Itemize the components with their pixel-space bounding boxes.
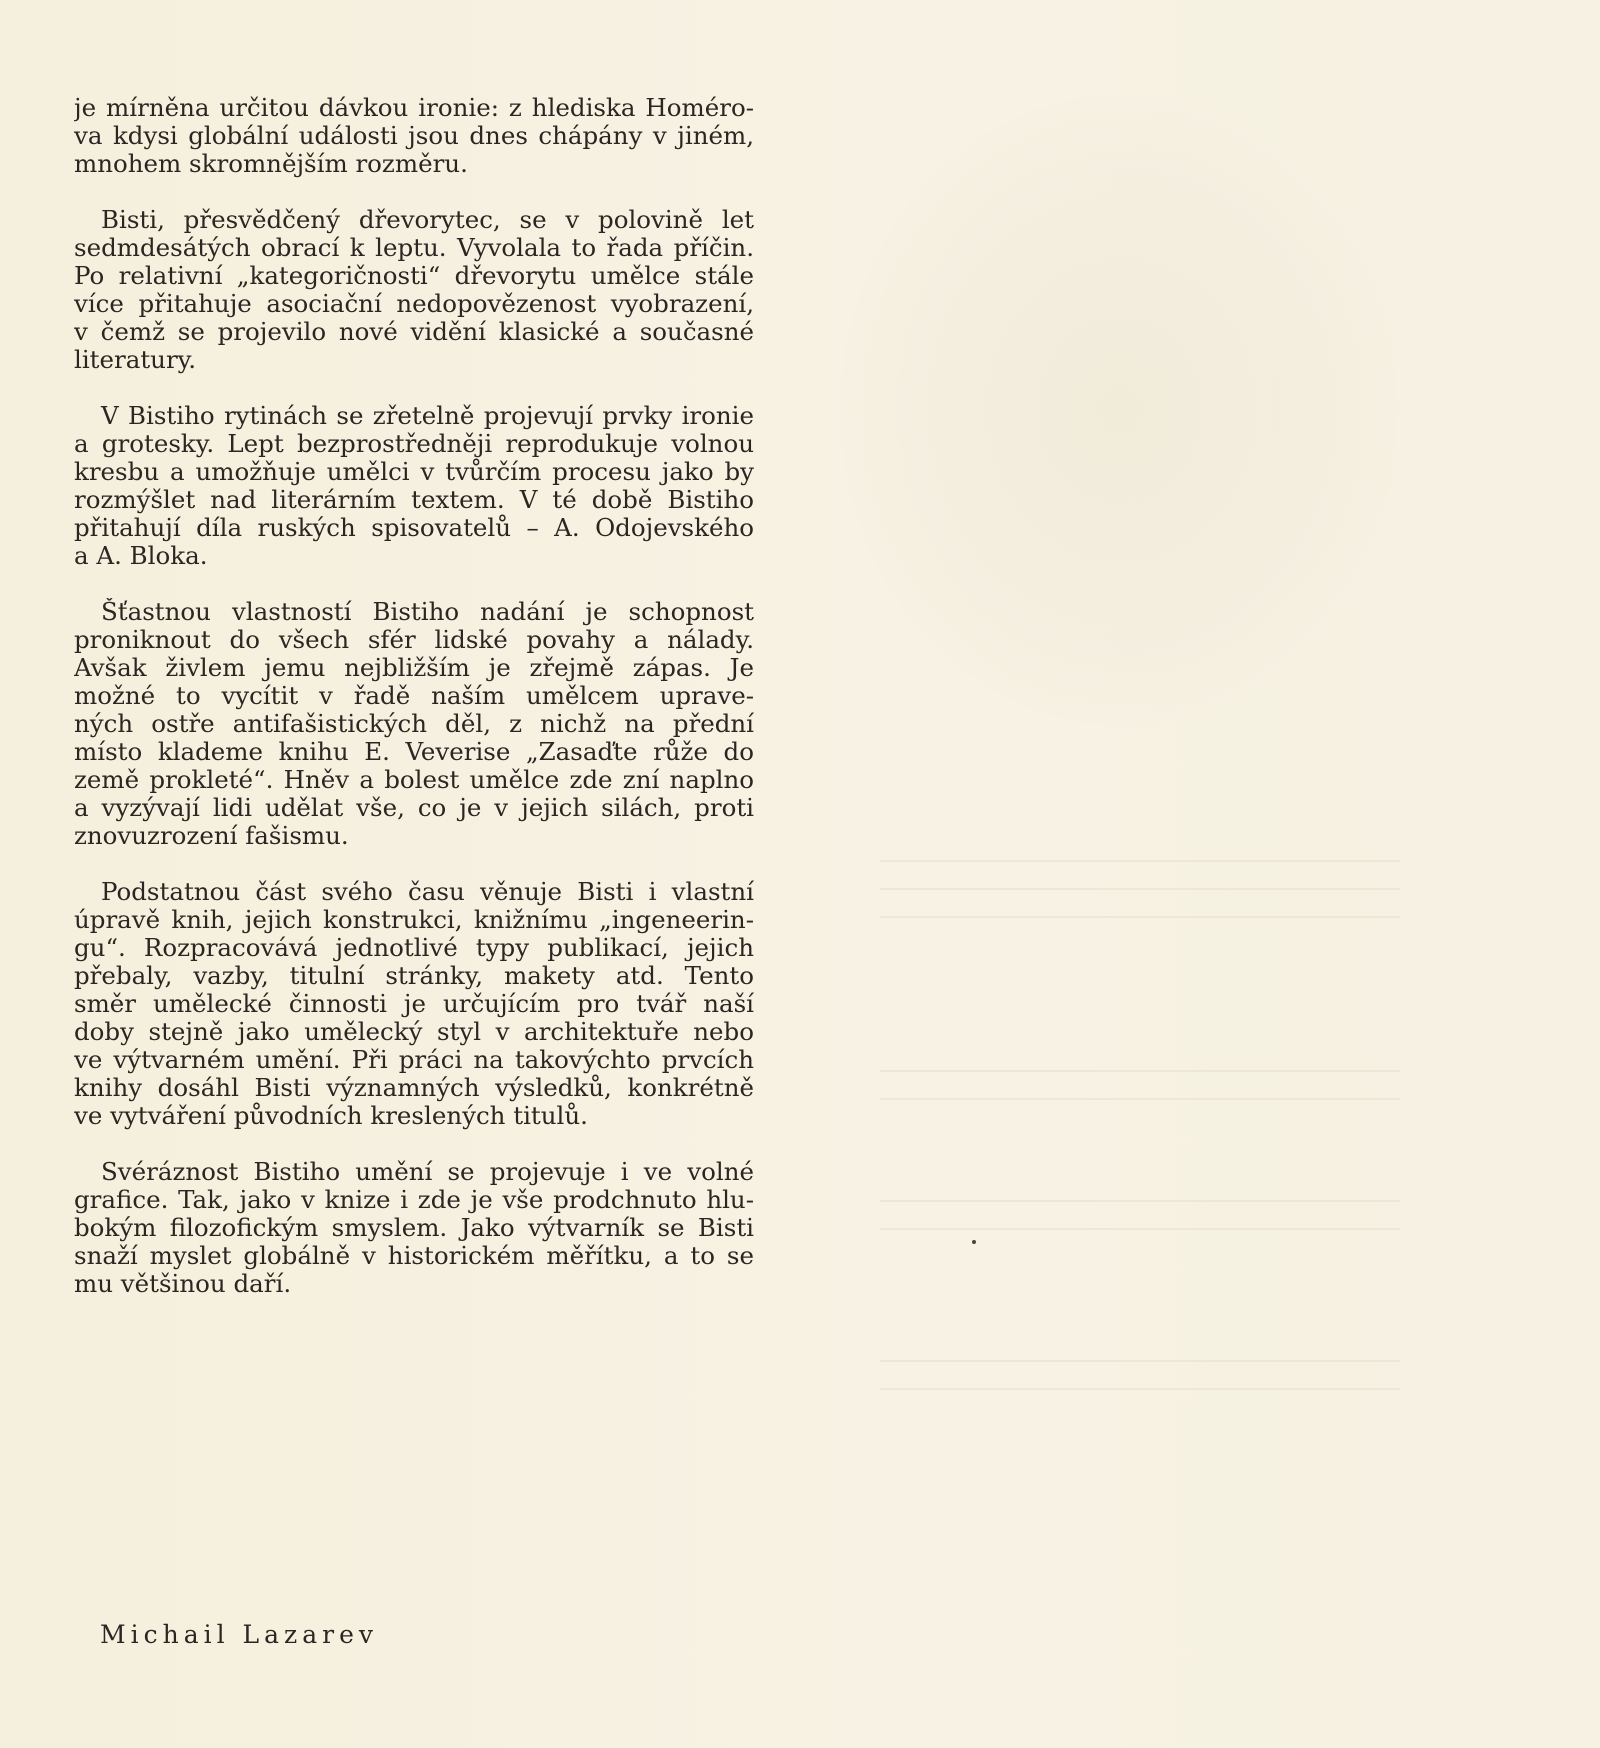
- show-through-line: [880, 1070, 1400, 1072]
- show-through-line: [880, 916, 1400, 918]
- paragraph: [74, 598, 754, 850]
- text-line: přitahují díla ruských spisovatelů – A. Odojevského: [74, 514, 754, 542]
- text-line: více přitahuje asociační nedopovězenost vyobrazení,: [74, 290, 754, 318]
- text-line: v čemž se projevilo nové vidění klasické a současné: [74, 318, 754, 346]
- show-through-line: [880, 1388, 1400, 1390]
- text-line: grafice. Tak, jako v knize i zde je vše prodchnuto hlu-: [74, 1186, 754, 1214]
- show-through-line: [880, 1200, 1400, 1202]
- text-line: možné to vycítit v řadě naším umělcem uprave-: [74, 682, 754, 710]
- text-line: va kdysi globální události jsou dnes chápány v jiném,: [74, 122, 754, 150]
- text-line: Svéráznost Bistiho umění se projevuje i ve volné: [101, 1158, 754, 1186]
- show-through-line: [880, 1228, 1400, 1230]
- text-line: Podstatnou část svého času věnuje Bisti i vlastní: [101, 878, 754, 906]
- text-line: místo klademe knihu E. Veverise „Zasaďte růže do: [74, 738, 754, 766]
- show-through-line: [880, 1098, 1400, 1100]
- paragraph: [74, 878, 754, 1130]
- text-line: gu“. Rozpracovává jednotlivé typy publikací, jejich: [74, 934, 754, 962]
- text-line: Po relativní „kategoričnosti“ dřevorytu umělce stále: [74, 262, 754, 290]
- text-line: knihy dosáhl Bisti významných výsledků, konkrétně: [74, 1074, 754, 1102]
- paragraph: [74, 402, 754, 570]
- text-line: sedmdesátých obrací k leptu. Vyvolala to řada příčin.: [74, 234, 754, 262]
- text-line: a grotesky. Lept bezprostředněji reprodukuje volnou: [74, 430, 754, 458]
- text-line: mu většinou daří.: [74, 1270, 292, 1298]
- text-line: Avšak živlem jemu nejbližším je zřejmě zápas. Je: [74, 654, 754, 682]
- text-line: ve vytváření původních kreslených titulů.: [74, 1102, 588, 1130]
- ink-speck: [972, 1240, 976, 1244]
- text-line: a vyzývají lidi udělat vše, co je v jejich silách, proti: [74, 794, 754, 822]
- show-through-line: [880, 1360, 1400, 1362]
- text-line: ve výtvarném umění. Při práci na takovýchto prvcích: [74, 1046, 754, 1074]
- text-line: ných ostře antifašistických děl, z nichž na přední: [74, 710, 754, 738]
- text-line: země prokleté“. Hněv a bolest umělce zde zní naplno: [74, 766, 754, 794]
- text-line: Šťastnou vlastností Bistiho nadání je schopnost: [101, 598, 754, 626]
- text-line: snaží myslet globálně v historickém měřítku, a to se: [74, 1242, 754, 1270]
- text-line: a A. Bloka.: [74, 542, 208, 570]
- text-line: rozmýšlet nad literárním textem. V té době Bistiho: [74, 486, 754, 514]
- show-through-illustration: [840, 95, 1400, 725]
- text-line: mnohem skromnějším rozměru.: [74, 150, 468, 178]
- text-line: úpravě knih, jejich konstrukci, knižnímu „ingeneerin-: [74, 906, 754, 934]
- show-through-line: [880, 888, 1400, 890]
- show-through-line: [880, 860, 1400, 862]
- paragraph: [74, 206, 754, 374]
- text-line: doby stejně jako umělecký styl v architektuře nebo: [74, 1018, 754, 1046]
- text-line: bokým filozofickým smyslem. Jako výtvarník se Bisti: [74, 1214, 754, 1242]
- text-line: je mírněna určitou dávkou ironie: z hlediska Homéro-: [74, 94, 754, 122]
- text-line: znovuzrození fašismu.: [74, 822, 349, 850]
- author-signature: Michail Lazarev: [100, 1620, 378, 1649]
- text-line: kresbu a umožňuje umělci v tvůrčím procesu jako by: [74, 458, 754, 486]
- text-line: V Bistiho rytinách se zřetelně projevují prvky ironie: [101, 402, 754, 430]
- paragraph: [74, 1158, 754, 1298]
- text-line: proniknout do všech sfér lidské povahy a nálady.: [74, 626, 754, 654]
- paragraph: [74, 94, 754, 178]
- text-line: Bisti, přesvědčený dřevorytec, se v polovině let: [101, 206, 754, 234]
- text-line: literatury.: [74, 346, 197, 374]
- text-line: směr umělecké činnosti je určujícím pro tvář naší: [74, 990, 754, 1018]
- text-column: [74, 94, 754, 1326]
- text-line: přebaly, vazby, titulní stránky, makety atd. Tento: [74, 962, 754, 990]
